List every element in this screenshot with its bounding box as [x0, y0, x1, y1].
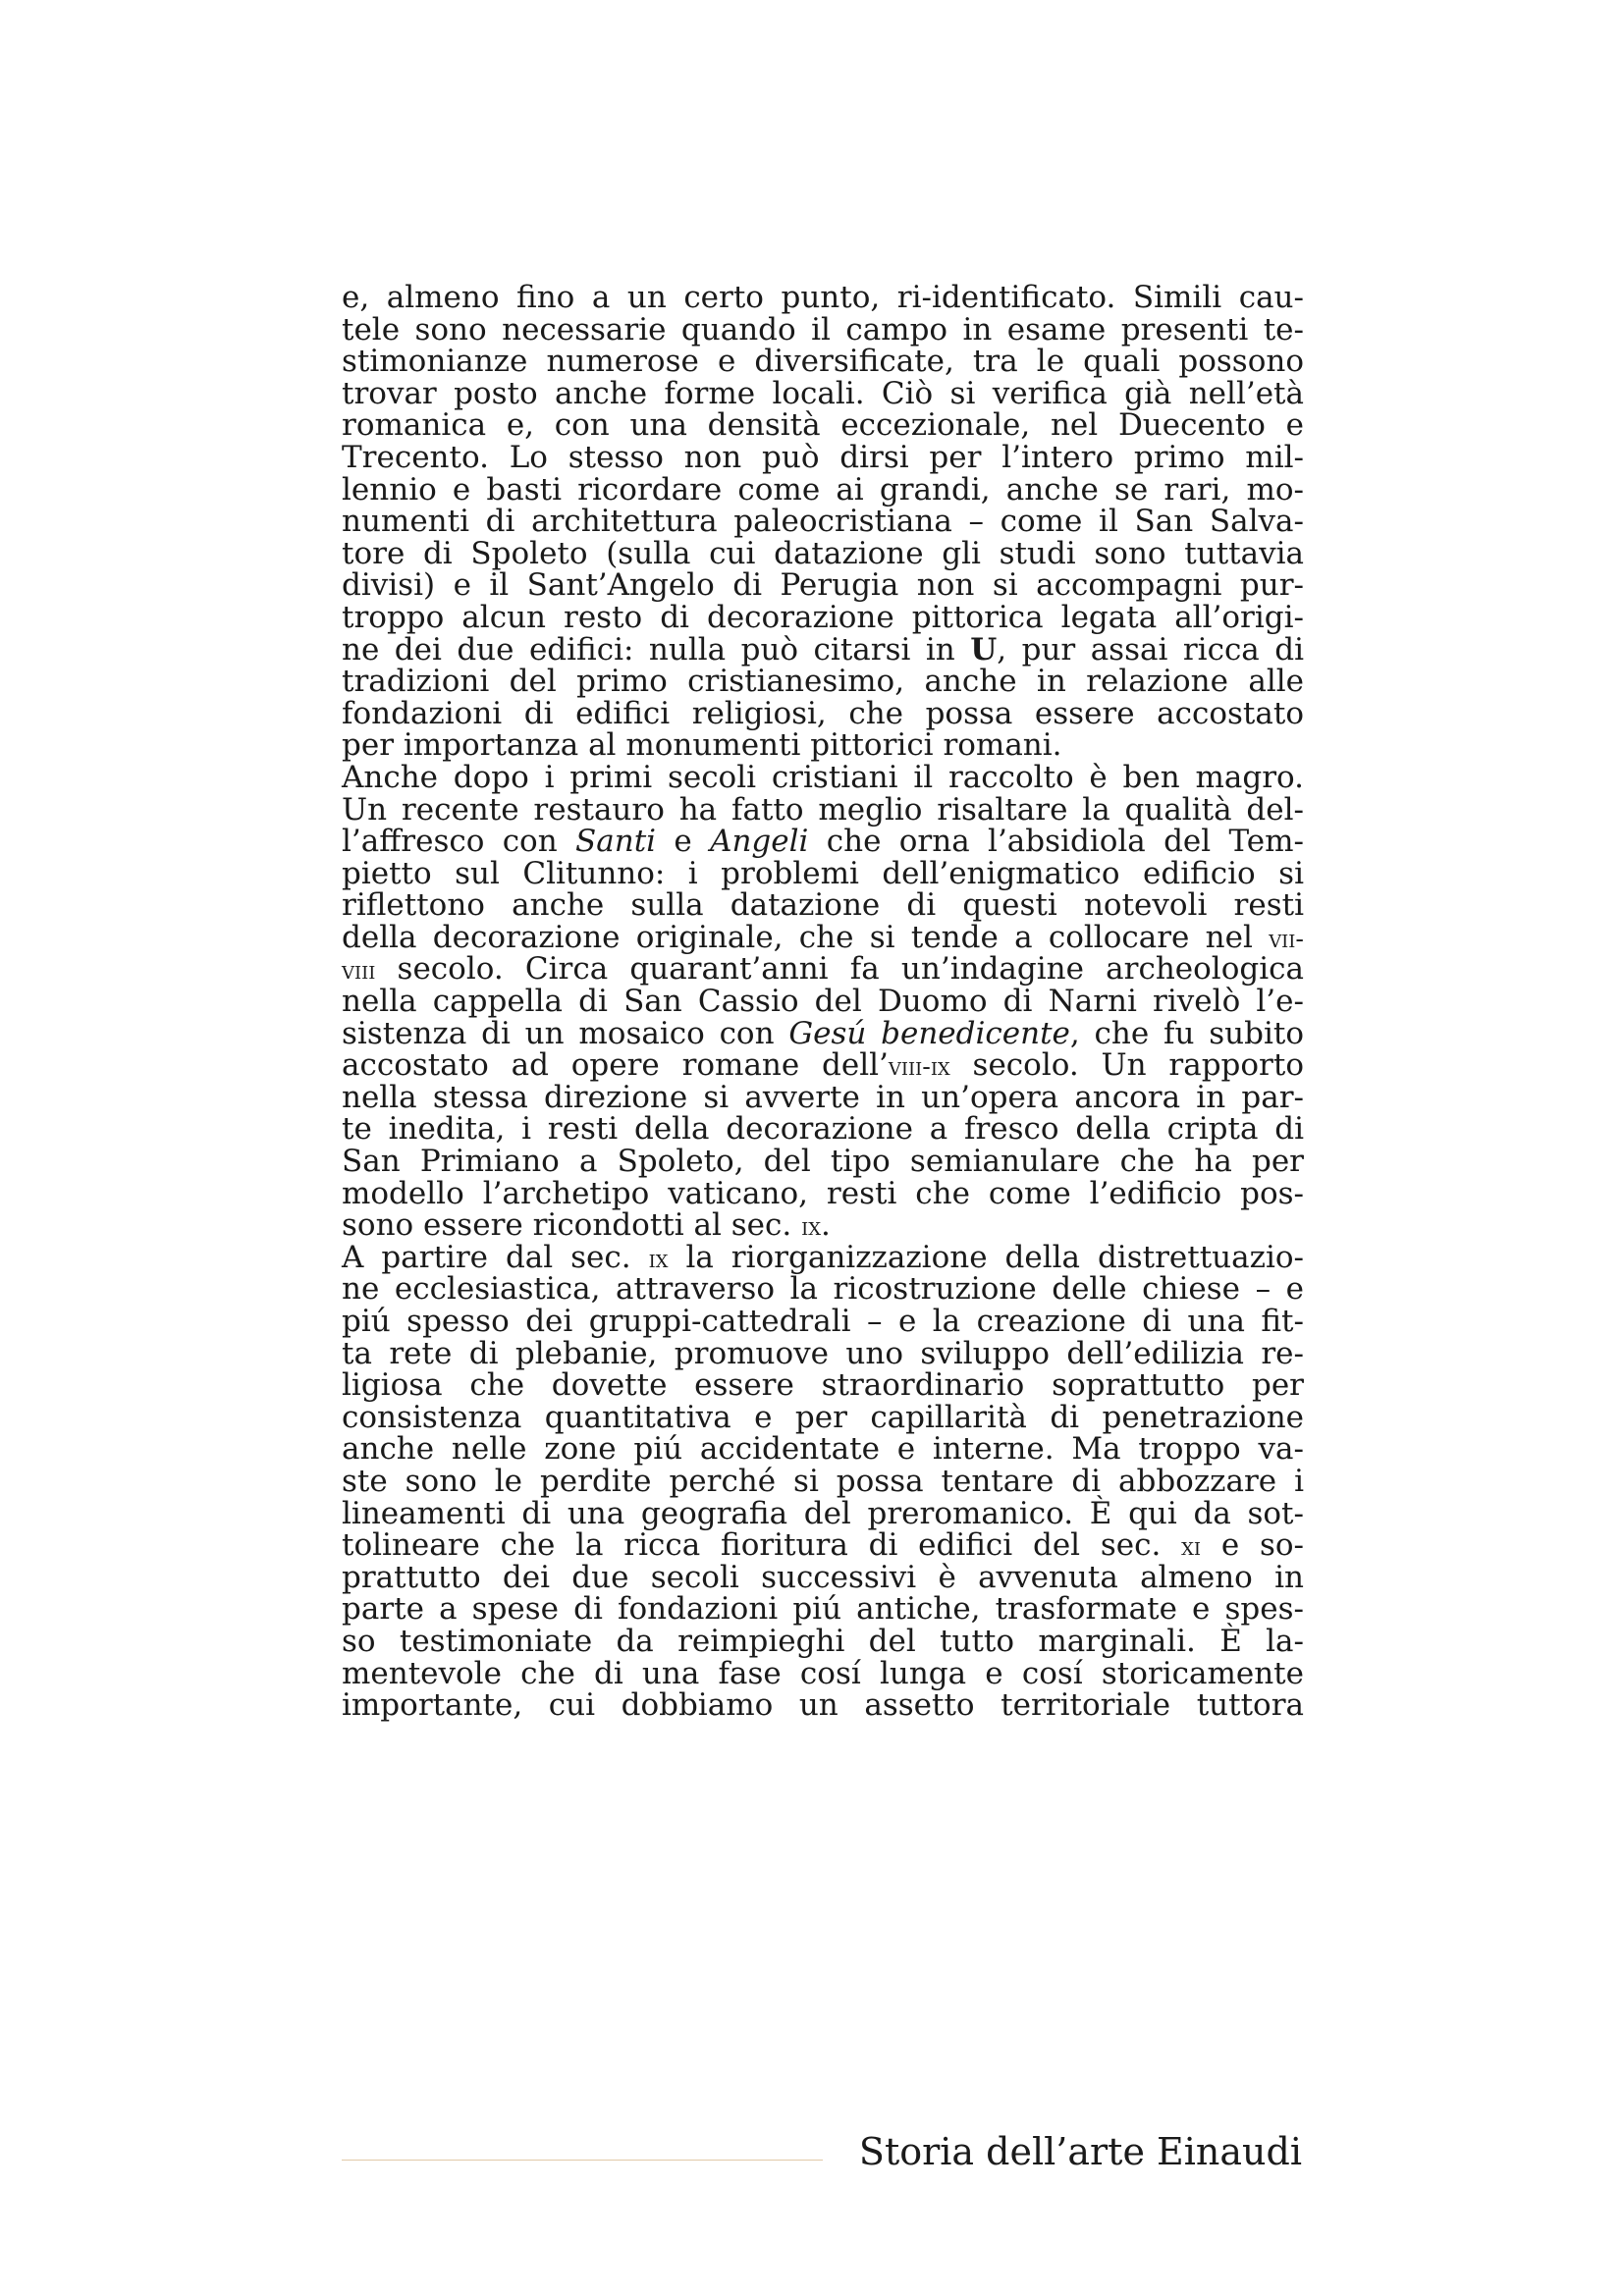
text-line: della decorazione originale, che si tende a collocare nel vii-: [342, 919, 1304, 955]
text-line: riflettono anche sulla datazione di questi notevoli resti: [342, 887, 1304, 924]
text-line: sistenza di un mosaico con Gesú benedicente, che fu subito: [342, 1015, 1304, 1051]
text-line: lennio e basti ricordare come ai grandi, anche se rari, mo-: [342, 471, 1304, 507]
text-line: sono essere ricondotti al sec. ix.: [342, 1207, 831, 1244]
text-line: tele sono necessarie quando il campo in esame presenti te-: [342, 311, 1304, 347]
text-line: lineamenti di una geografia del preromanico. È qui da sot-: [342, 1495, 1304, 1531]
text-line: nella cappella di San Cassio del Duomo di Narni rivelò l’e-: [342, 984, 1304, 1020]
text-line: Un recente restauro ha fatto meglio risaltare la qualità del-: [342, 791, 1304, 828]
text-line: A partire dal sec. ix la riorganizzazione della distrettuazio-: [342, 1239, 1304, 1275]
text-line: ne ecclesiastica, attraverso la ricostruzione delle chiese – e: [342, 1271, 1304, 1308]
text-line: ne dei due edifici: nulla può citarsi in U, pur assai ricca di: [342, 631, 1305, 667]
text-line: ste sono le perdite perché si possa tentare di abbozzare i: [342, 1463, 1304, 1499]
text-line: so testimoniate da reimpieghi del tutto marginali. È la-: [342, 1623, 1304, 1659]
body-text: [342, 282, 1304, 1722]
text-line: pietto sul Clitunno: i problemi dell’enigmatico edificio si: [342, 855, 1304, 891]
text-line: tradizioni del primo cristianesimo, anche in relazione alle: [342, 664, 1304, 700]
text-line: tore di Spoleto (sulla cui datazione gli studi sono tuttavia: [342, 535, 1304, 571]
text-line: divisi) e il Sant’Angelo di Perugia non si accompagni pur-: [342, 567, 1304, 604]
text-line: fondazioni di edifici religiosi, che possa essere accostato: [342, 695, 1304, 731]
text-line: piú spesso dei gruppi-cattedrali – e la creazione di una fit-: [342, 1304, 1304, 1339]
text-line: viii secolo. Circa quarant’anni fa un’indagine archeologica: [342, 951, 1304, 988]
text-line: e, almeno fino a un certo punto, ri-identificato. Simili cau-: [342, 280, 1304, 315]
text-line: consistenza quantitativa e per capillarità di penetrazione: [342, 1399, 1304, 1435]
text-line: romanica e, con una densità eccezionale, nel Duecento e: [342, 407, 1304, 444]
text-line: Anche dopo i primi secoli cristiani il raccolto è ben magro.: [342, 759, 1304, 795]
text-line: nella stessa direzione si avverte in un’opera ancora in par-: [342, 1079, 1304, 1115]
text-line: anche nelle zone piú accidentate e interne. Ma troppo va-: [342, 1431, 1304, 1468]
text-line: stimonianze numerose e diversificate, tra le quali possono: [342, 344, 1304, 380]
text-line: l’affresco con Santi e Angeli che orna l’absidiola del Tem-: [342, 824, 1304, 860]
text-line: importante, cui dobbiamo un assetto territoriale tuttora: [342, 1687, 1304, 1724]
text-line: te inedita, i resti della decorazione a fresco della cripta di: [342, 1111, 1304, 1148]
footer-rule: [342, 2160, 823, 2161]
text-line: Trecento. Lo stesso non può dirsi per l’intero primo mil-: [342, 439, 1304, 475]
text-line: per importanza al monumenti pittorici romani.: [342, 727, 1062, 764]
text-line: accostato ad opere romane dell’viii-ix secolo. Un rapporto: [342, 1047, 1304, 1084]
text-line: ligiosa che dovette essere straordinario soprattutto per: [342, 1367, 1304, 1404]
text-line: parte a spese di fondazioni piú antiche, trasformate e spes-: [342, 1591, 1304, 1628]
text-line: prattutto dei due secoli successivi è avvenuta almeno in: [342, 1559, 1304, 1595]
text-line: numenti di architettura paleocristiana – come il San Salva-: [342, 504, 1304, 540]
text-line: San Primiano a Spoleto, del tipo semianulare che ha per: [342, 1144, 1304, 1180]
text-line: trovar posto anche forme locali. Ciò si verifica già nell’età: [342, 375, 1304, 411]
text-line: mentevole che di una fase cosí lunga e cosí storicamente: [342, 1655, 1304, 1691]
text-line: modello l’archetipo vaticano, resti che come l’edificio pos-: [342, 1175, 1304, 1211]
text-line: ta rete di plebanie, promuove uno sviluppo dell’edilizia re-: [342, 1335, 1304, 1371]
footer-title: Storia dell’arte Einaudi: [858, 2130, 1302, 2173]
text-line: tolineare che la ricca fioritura di edifici del sec. xi e so-: [342, 1527, 1304, 1564]
text-line: troppo alcun resto di decorazione pittorica legata all’origi-: [342, 599, 1304, 635]
